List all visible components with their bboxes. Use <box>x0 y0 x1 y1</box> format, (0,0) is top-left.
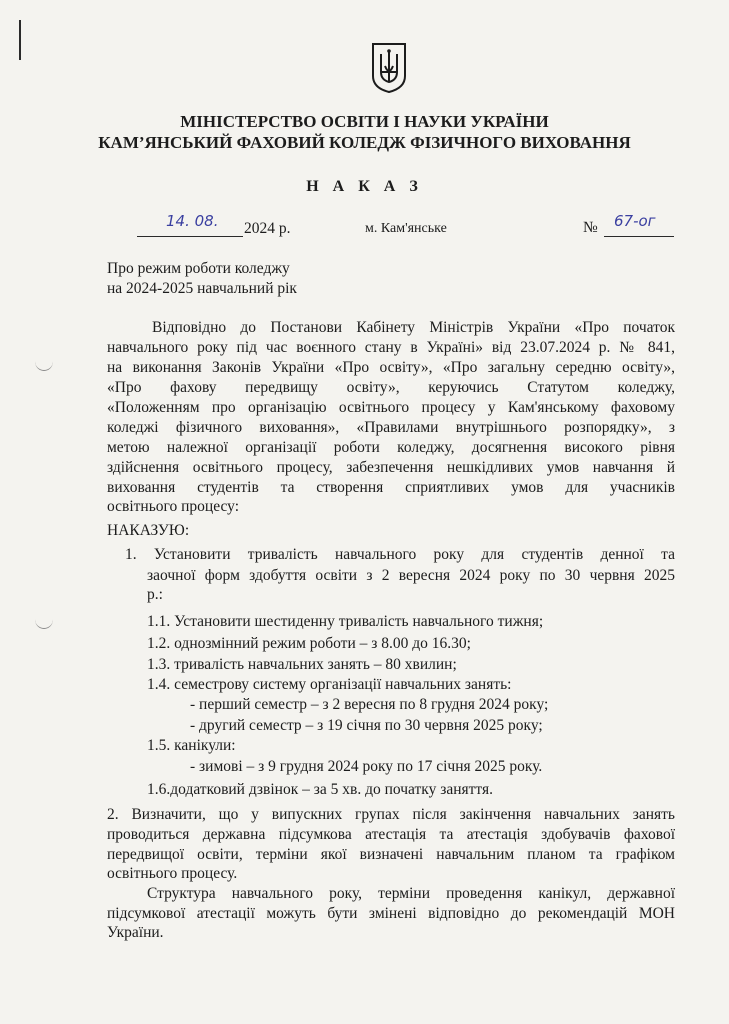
item2-line: проводиться державна підсумкова атестація та атестація здобувачів фахової <box>107 826 675 843</box>
item1-sub: - другий семестр – з 19 січня по 30 червня 2025 року; <box>190 717 543 734</box>
item2-line: передвищої освіти, терміни якої визначені навчальним планом та графіком <box>107 846 675 863</box>
preamble-line: «Про фахову передвищу освіту», керуючись Статутом коледжу, <box>107 379 675 396</box>
punch-hole-top <box>35 352 53 371</box>
preamble-line: здійснення освітнього процесу, забезпечення нешкідливих умов навчання й <box>107 459 675 476</box>
subject-line-2: на 2024-2025 навчальний рік <box>107 280 297 297</box>
margin-mark <box>19 20 21 60</box>
preamble-line: метою належної організації роботи коледжу, досягнення високого рівня <box>107 439 675 456</box>
preamble-line: освітнього процесу: <box>107 498 240 515</box>
preamble-line: виховання студентів та створення сприятливих умов для учасників <box>107 479 675 496</box>
item1-sub: 1.6.додатковий дзвінок – за 5 хв. до початку заняття. <box>147 781 493 798</box>
preamble-line: «Положенням про організацію освітнього процесу у Кам'янському фаховому <box>107 399 675 416</box>
number-handwritten: 67-ог <box>614 212 656 230</box>
item1-sub: - зимові – з 9 грудня 2024 року по 17 січня 2025 року. <box>190 758 543 775</box>
item1-sub: 1.4. семестрову систему організації навчальних занять: <box>147 676 512 693</box>
order-title: Н А К А З <box>306 178 423 195</box>
item1-sub: 1.5. канікули: <box>147 737 236 754</box>
college-name: КАМ’ЯНСЬКИЙ ФАХОВИЙ КОЛЕДЖ ФІЗИЧНОГО ВИХОВАННЯ <box>98 133 631 152</box>
order-year: 2024 р. <box>244 220 291 237</box>
structure-line: України. <box>107 924 164 941</box>
punch-hole-bottom <box>35 610 53 629</box>
structure-line: підсумкової атестації можуть бути змінені відповідно до рекомендацій МОН <box>107 905 675 922</box>
item2-line: 2. Визначити, що у випускних групах після закінчення навчальних занять <box>107 806 675 823</box>
date-underline <box>137 236 243 237</box>
item1-line: р.: <box>147 586 163 603</box>
date-handwritten: 14. 08. <box>166 212 219 230</box>
preamble-line: навчального року під час воєнного стану в Україні» від 23.07.2024 р. № 841, <box>107 339 675 356</box>
order-city: м. Кам'янське <box>365 221 447 236</box>
preamble-line: Відповідно до Постанови Кабінету Міністрів України «Про початок <box>152 319 675 336</box>
preamble-line: на виконання Законів України «Про освіту», «Про загальну середню освіту», <box>107 359 675 376</box>
item1-sub: 1.2. однозмінний режим роботи – з 8.00 до 16.30; <box>147 635 471 652</box>
item1-sub: 1.3. тривалість навчальних занять – 80 хвилин; <box>147 656 457 673</box>
number-label: № <box>583 219 598 236</box>
item1-line: заочної форм здобуття освіти з 2 вересня 2024 року по 30 червня 2025 <box>147 567 675 584</box>
preamble-line: коледжі фізичного виховання», «Правилами внутрішнього розпорядку», з <box>107 419 675 436</box>
structure-line: Структура навчального року, терміни проведення канікул, державної <box>147 885 675 902</box>
item1-sub: 1.1. Установити шестиденну тривалість навчального тижня; <box>147 613 544 630</box>
item2-line: освітнього процесу. <box>107 865 238 882</box>
trident-coat-of-arms-icon <box>371 42 407 94</box>
ministry-name: МІНІСТЕРСТВО ОСВІТИ І НАУКИ УКРАЇНИ <box>180 112 549 131</box>
subject-line-1: Про режим роботи коледжу <box>107 260 290 277</box>
order-word: НАКАЗУЮ: <box>107 522 190 539</box>
item1-line: 1. Установити тривалість навчального року для студентів денної та <box>125 546 675 563</box>
number-underline <box>604 236 674 237</box>
item1-sub: - перший семестр – з 2 вересня по 8 грудня 2024 року; <box>190 696 549 713</box>
